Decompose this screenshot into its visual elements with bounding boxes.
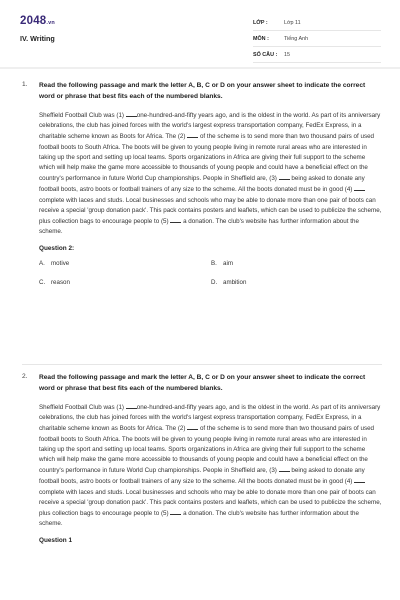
option-letter: C.: [39, 279, 46, 287]
blank-3: [279, 465, 290, 472]
blank-1: [126, 402, 137, 409]
question-label: Question 1: [39, 537, 73, 545]
option-text: reason: [51, 279, 70, 287]
blank-2: [187, 131, 198, 138]
question-label: Question 2:: [39, 245, 75, 253]
option-letter: B.: [211, 260, 217, 268]
meta-row-count: [253, 47, 381, 63]
passage-text: being asked to donate any football boots, astro boots or football trainers of any size to the scheme. All the boots donated must be in good (4): [39, 175, 365, 194]
meta-key-subject: MÔN :: [253, 35, 269, 42]
page-header: [0, 0, 400, 62]
question-instruction: Read the following passage and mark the letter A, B, C or D on your answer sheet to indicate the correct word or phrase that best fits each of the numbered blanks.: [39, 82, 366, 100]
meta-value-subject: Tiếng Anh: [284, 35, 309, 42]
option-text: ambition: [223, 279, 247, 287]
passage-text: of the scheme is to send more than two thousand pairs of used football boots to South Africa. The boots will be given to young people living in remote rural areas who are interested in taking up the sport and setting up local teams. Sports organizations in Africa are giving their full support to the scheme which will help make the game more accessible to thousands of young people and could have a beneficial effect on the country's performance in future World Cup championships. People in Sheffield are, (3): [39, 133, 375, 183]
passage-text: a donation. The club's website has further information about the scheme.: [39, 510, 359, 528]
option-a[interactable]: [39, 260, 211, 267]
blank-1: [126, 110, 137, 117]
meta-row-class: [253, 15, 381, 31]
reading-passage: [22, 110, 382, 237]
question-number: 1.: [22, 81, 28, 88]
logo-suffix: .vn: [46, 20, 55, 26]
passage-text: of the scheme is to send more than two thousand pairs of used football boots to South Africa. The boots will be given to young people living in remote rural areas who are interested in taking up the sport and setting up local teams. Sports organizations in Africa are giving their full support to the scheme which will help make the game more accessible to thousands of young people and could have a beneficial effect on the country's performance in future World Cup championships. People in Sheffield are, (3): [39, 425, 375, 475]
option-text: aim: [223, 260, 233, 268]
question-header: [22, 373, 382, 394]
blank-4: [354, 476, 365, 483]
option-letter: A.: [39, 260, 45, 268]
header-divider: [0, 67, 400, 69]
meta-key-class: LỚP :: [253, 19, 268, 26]
question-instruction: Read the following passage and mark the letter A, B, C or D on your answer sheet to indicate the correct word or phrase that best fits each of the numbered blanks.: [39, 374, 366, 392]
blank-4: [354, 184, 365, 191]
passage-text: complete with laces and studs. Local businesses and schools who may be able to donate more than one pair of boots can receive a special 'group donation pack'. This pack contains posters and leaflets, which can be used to publicize the scheme, plus collection bags to encourage people to (5): [39, 196, 382, 226]
question-header: [22, 81, 382, 102]
option-text: motive: [51, 260, 70, 268]
blank-3: [279, 173, 290, 180]
passage-text: Sheffield Football Club was (1): [39, 112, 126, 119]
passage-text: a donation. The club's website has further information about the scheme.: [39, 218, 359, 236]
logo-text: 2048: [20, 15, 47, 27]
meta-value-class: Lớp 11: [284, 19, 301, 26]
question-divider: [22, 364, 382, 365]
reading-passage: [22, 402, 382, 529]
meta-value-count: 15: [284, 51, 290, 58]
option-d[interactable]: [211, 279, 383, 286]
question-block-2: [22, 373, 382, 544]
site-logo[interactable]: [20, 15, 55, 27]
passage-text: Sheffield Football Club was (1): [39, 404, 126, 411]
blank-5: [170, 216, 181, 223]
blank-5: [170, 508, 181, 515]
option-letter: D.: [211, 279, 218, 287]
question-number: 2.: [22, 373, 28, 380]
question-block-1: [22, 81, 382, 286]
passage-text: one-hundred-and-fifty years ago, and is the oldest in the world. As part of its anniversary celebrations, the club has joined forces with the world's largest express transportation company, FedEx Express, in a charitable scheme known as Boots for Africa. The (2): [39, 112, 381, 141]
passage-text: one-hundred-and-fifty years ago, and is the oldest in the world. As part of its anniversary celebrations, the club has joined forces with the world's largest express transportation company, FedEx Express, in a charitable scheme known as Boots for Africa. The (2): [39, 404, 381, 433]
meta-row-subject: [253, 31, 381, 47]
exam-meta: [253, 15, 381, 63]
option-b[interactable]: [211, 260, 383, 267]
answer-options: [22, 260, 382, 286]
section-title: IV. Writing: [20, 34, 55, 43]
option-c[interactable]: [39, 279, 211, 286]
passage-text: complete with laces and studs. Local businesses and schools who may be able to donate more than one pair of boots can receive a special 'group donation pack'. This pack contains posters and leaflets, which can be used to publicize the scheme, plus collection bags to encourage people to (5): [39, 488, 382, 518]
meta-key-count: SỐ CÂU :: [253, 51, 278, 58]
blank-2: [187, 423, 198, 430]
passage-text: being asked to donate any football boots, astro boots or football trainers of any size to the scheme. All the boots donated must be in good (4): [39, 467, 365, 486]
